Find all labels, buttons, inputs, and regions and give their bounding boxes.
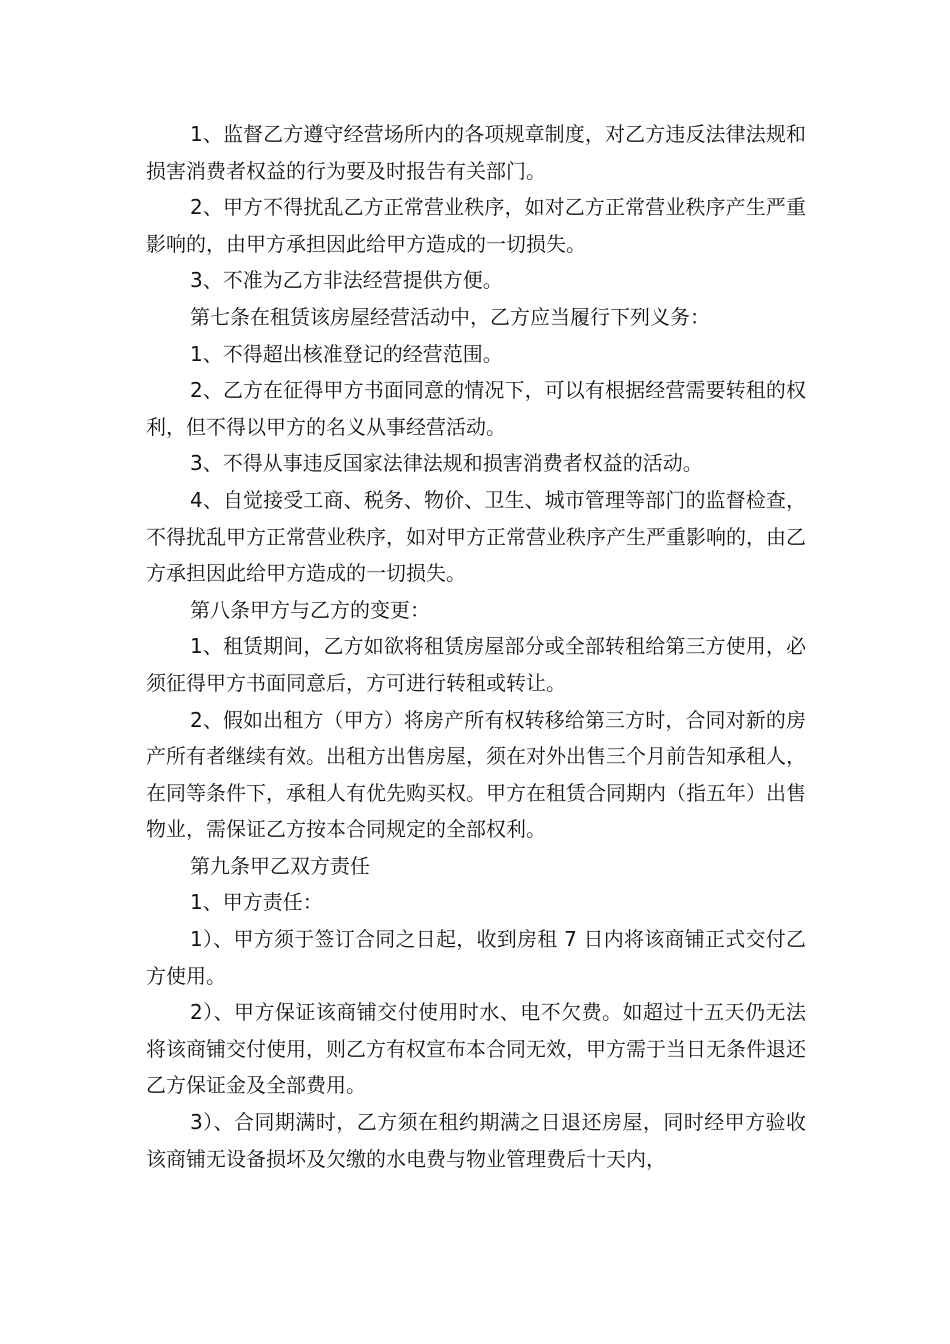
paragraph-supervise-rules: 1、监督乙方遵守经营场所内的各项规章制度，对乙方违反法律法规和损害消费者权益的行为要及时报告有关部门。 — [146, 122, 806, 183]
paragraph-sublease-consent: 1、租赁期间，乙方如欲将租赁房屋部分或全部转租给第三方使用，必须征得甲方书面同意后，方可进行转租或转让。 — [146, 634, 806, 695]
paragraph-lease-expiry: 3）、合同期满时，乙方须在租约期满之日退还房屋，同时经甲方验收该商铺无设备损坏及欠缴的水电费与物业管理费后十天内， — [146, 1110, 806, 1171]
paragraph-accept-supervision: 4、自觉接受工商、税务、物价、卫生、城市管理等部门的监督检查，不得扰乱甲方正常营业秩序，如对甲方正常营业秩序产生严重影响的，由乙方承担因此给甲方造成的一切损失。 — [146, 487, 806, 586]
paragraph-sublease-right: 2、乙方在征得甲方书面同意的情况下，可以有根据经营需要转租的权利，但不得以甲方的名义从事经营活动。 — [146, 378, 806, 439]
paragraph-ownership-transfer: 2、假如出租方（甲方）将房产所有权转移给第三方时，合同对新的房产所有者继续有效。出租方出售房屋，须在对外出售三个月前告知承租人，在同等条件下，承租人有优先购买权。甲方在租赁合同期内（指五年）出售物业，需保证乙方按本合同规定的全部权利。 — [146, 707, 806, 842]
article-8-heading: 第八条甲方与乙方的变更： — [190, 597, 430, 622]
paragraph-no-illegal-support: 3、不准为乙方非法经营提供方便。 — [190, 268, 503, 293]
paragraph-utilities-guarantee: 2）、甲方保证该商铺交付使用时水、电不欠费。如超过十五天仍无法将该商铺交付使用，则乙方有权宣布本合同无效，甲方需于当日无条件退还乙方保证金及全部费用。 — [146, 1000, 806, 1098]
article-7-heading: 第七条在租赁该房屋经营活动中，乙方应当履行下列义务： — [190, 304, 710, 329]
paragraph-no-illegal-activity: 3、不得从事违反国家法律法规和损害消费者权益的活动。 — [190, 451, 703, 476]
article-9-heading: 第九条甲乙双方责任 — [190, 853, 370, 878]
paragraph-no-disturb-order: 2、甲方不得扰乱乙方正常营业秩序，如对乙方正常营业秩序产生严重影响的，由甲方承担因此给甲方造成的一切损失。 — [146, 195, 806, 256]
paragraph-party-a-duty-heading: 1、甲方责任： — [190, 890, 323, 915]
document-body — [146, 116, 806, 1177]
paragraph-delivery-term: 1）、甲方须于签订合同之日起，收到房租 7 日内将该商铺正式交付乙方使用。 — [146, 927, 806, 988]
paragraph-business-scope: 1、不得超出核准登记的经营范围。 — [190, 341, 503, 366]
